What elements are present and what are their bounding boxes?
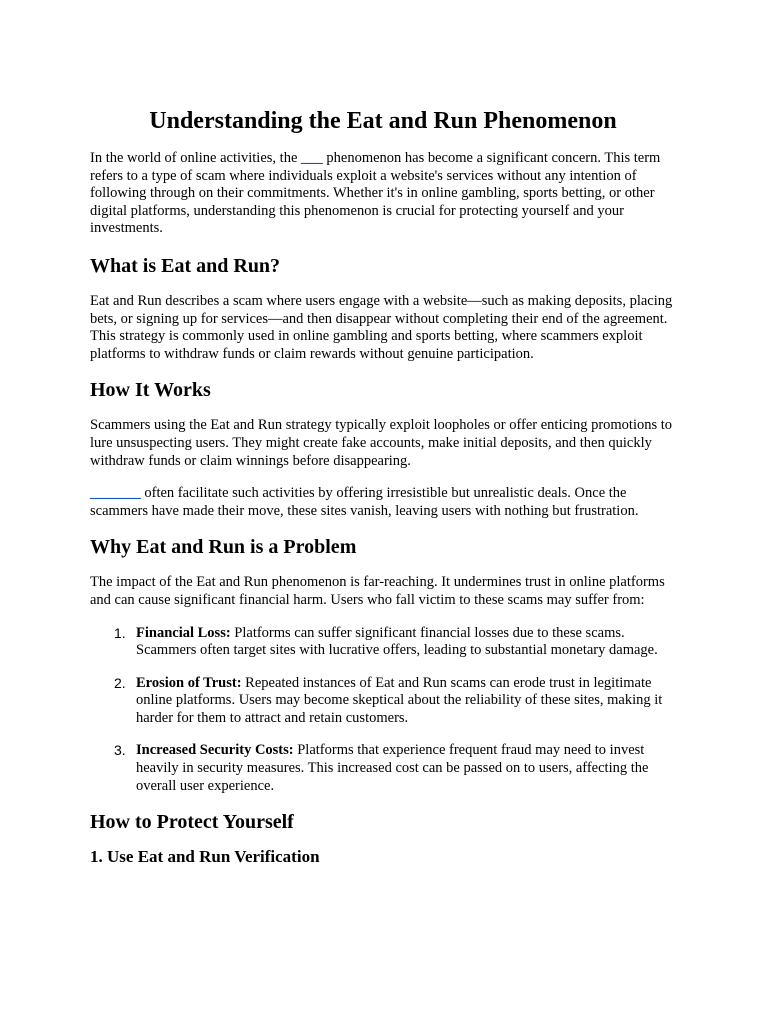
sites-link[interactable]: _______ (90, 485, 141, 502)
heading-how-it-works: How It Works (90, 379, 211, 402)
intro-text-start: In the world of online activities, the (90, 150, 302, 166)
subheading-verification: 1. Use Eat and Run Verification (90, 847, 320, 867)
list-item (114, 674, 676, 728)
intro-paragraph (90, 150, 676, 238)
how-it-works-paragraph-2 (90, 485, 676, 520)
heading-protect: How to Protect Yourself (90, 811, 294, 834)
intro-link[interactable]: ___ (301, 150, 323, 166)
list-item-number: 3. (114, 742, 126, 759)
list-item-text: Platforms that experience frequent fraud may need to invest heavily in security measures. This increased cost can be passed on to users, affecting the overall user experience. (136, 742, 649, 794)
list-item-term: Increased Security Costs: (136, 742, 294, 759)
list-item (114, 742, 676, 795)
how-it-works-paragraph-1: Scammers using the Eat and Run strategy typically exploit loopholes or offer enticing promotions to lure unsuspecting users. They might create fake accounts, make initial deposits, and then quickly withdraw funds or claim winnings before disappearing. (90, 417, 673, 469)
heading-why-problem: Why Eat and Run is a Problem (90, 536, 357, 559)
intro-text-end: phenomenon has become a significant concern. This term refers to a type of scam where individuals exploit a website's services without any intention of following through on their commitments. Whether it's in online gambling, sports betting, or other digital platforms, understanding this phenomenon is crucial for protecting yourself and your investments. (90, 150, 661, 237)
list-item-text: Repeated instances of Eat and Run scams can erode trust in legitimate online platforms. Users may become skeptical about the reliability of these sites, making it harder for them to attract and retain customers. (136, 674, 663, 726)
what-is-paragraph: Eat and Run describes a scam where users engage with a website—such as making deposits, placing bets, or signing up for services—and then disappear without completing their end of the agreement. This strategy is commonly used in online gambling and sports betting, where scammers exploit platforms to withdraw funds or claim rewards without genuine participation. (90, 292, 673, 362)
list-item-number: 2. (114, 674, 126, 691)
document-title: Understanding the Eat and Run Phenomenon (149, 108, 617, 134)
heading-what-is: What is Eat and Run? (90, 254, 281, 277)
how-it-works-paragraph-2-text: often facilitate such activities by offering irresistible but unrealistic deals. Once the scammers have made their move, these sites vanish, leaving users with nothing but frustration. (90, 485, 639, 519)
list-item-text: Platforms can suffer significant financial losses due to these scams. Scammers often target sites with lucrative offers, leading to substantial monetary damage. (136, 624, 658, 659)
list-item-number: 1. (114, 624, 126, 641)
document-page (90, 0, 676, 867)
why-problem-paragraph: The impact of the Eat and Run phenomenon is far-reaching. It undermines trust in online platforms and can cause significant financial harm. Users who fall victim to these scams may suffer from: (90, 574, 665, 608)
list-item-term: Erosion of Trust: (136, 674, 242, 691)
list-item-term: Financial Loss: (136, 624, 231, 641)
impact-list (90, 625, 676, 796)
list-item (114, 624, 676, 660)
